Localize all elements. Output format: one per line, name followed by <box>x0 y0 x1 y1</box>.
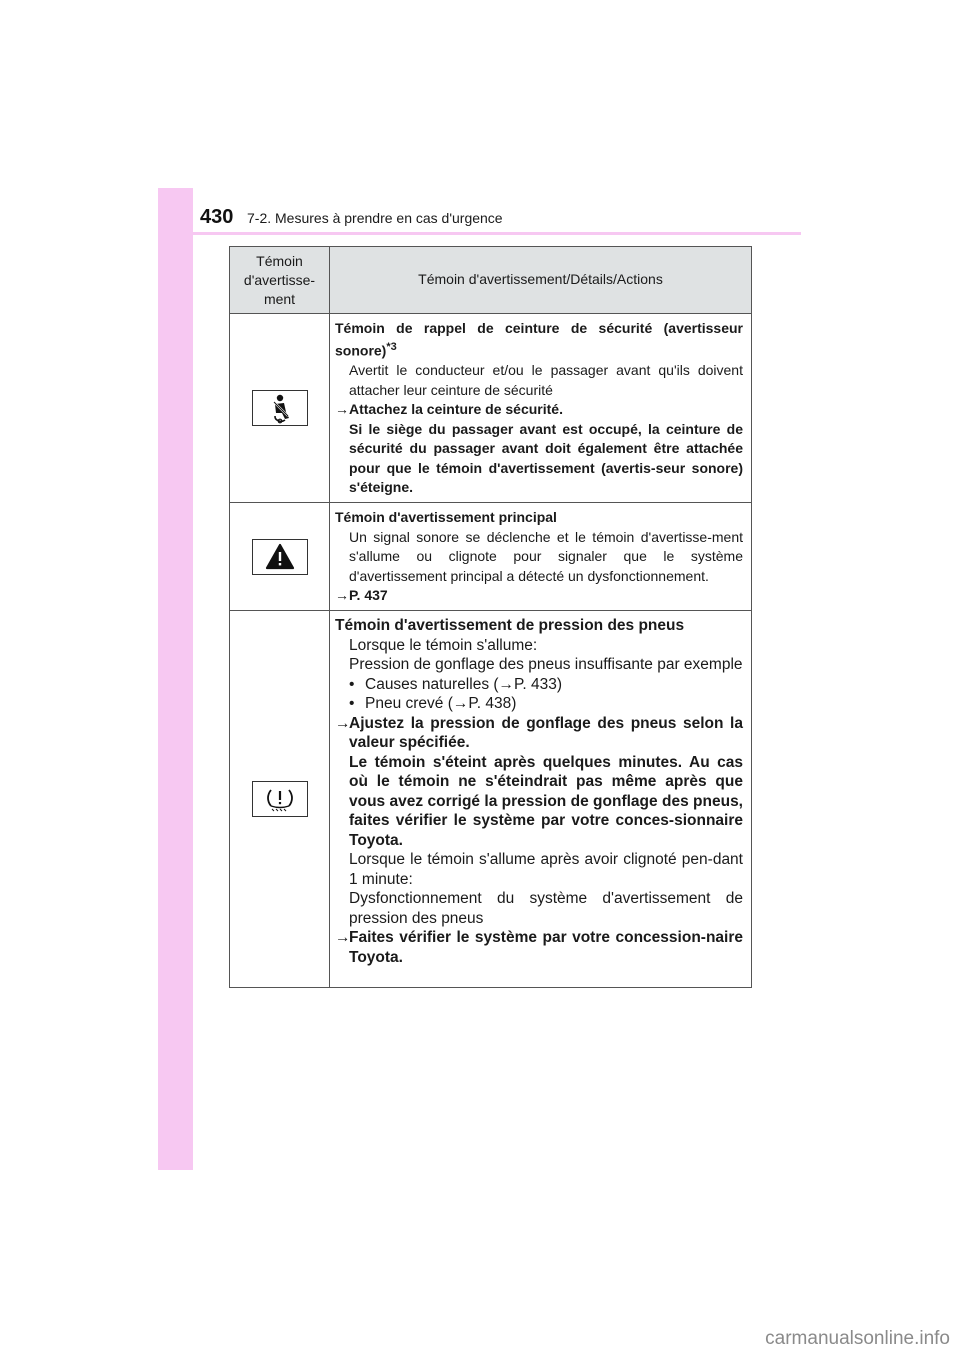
arrow-icon: → <box>335 714 351 732</box>
condition-text: Dysfonctionnement du système d'avertissement de pression des pneus <box>349 890 743 927</box>
side-tab-band <box>158 188 193 1170</box>
section-title: 7-2. Mesures à prendre en cas d'urgence <box>247 210 503 226</box>
table-row <box>230 314 752 503</box>
condition-label: Lorsque le témoin s'allume après avoir clignoté pen-dant 1 minute: <box>349 851 743 888</box>
row-action-detail: Si le siège du passager avant est occupé, la ceinture de sécurité du passager avant doit également être attachée pour que le témoin d'avertissement (avertis-seur sonore) s'éteigne. <box>349 420 743 495</box>
row-action-text: Ajustez la pression de gonflage des pneus selon la valeur spécifiée. <box>349 714 743 752</box>
col-header-icon-line: Témoin <box>256 252 303 269</box>
arrow-icon: → <box>335 401 349 418</box>
warning-triangle-icon <box>252 539 308 575</box>
col-header-icon <box>230 247 330 314</box>
page-number: 430 <box>200 206 234 228</box>
bullet-icon: • <box>349 695 355 713</box>
row-action <box>335 928 743 967</box>
row-action-detail: Le témoin s'éteint après quelques minutes. Au cas où le témoin ne s'éteindrait pas même après que vous avez corrigé la pression de gonflage des pneus, faites vérifier le système par votre conces-sionnaire Toyota. <box>349 753 743 849</box>
warning-light-table <box>229 246 752 988</box>
page-reference-link[interactable]: P. 437 <box>349 586 388 603</box>
icon-cell <box>230 611 330 988</box>
watermark: carmanualsonline.info <box>765 1328 950 1349</box>
detail-cell <box>330 503 752 611</box>
table-row <box>230 611 752 988</box>
col-header-icon-line: d'avertisse- <box>243 271 316 288</box>
row-action <box>335 400 743 419</box>
detail-cell <box>330 611 752 988</box>
list-item <box>335 694 743 714</box>
row-title-text: Témoin de rappel de ceinture de sécurité (avertisseur sonore) <box>335 320 743 360</box>
tire-pressure-icon <box>252 781 308 817</box>
header-rule <box>158 232 801 235</box>
row-action <box>335 714 743 753</box>
row-description: Avertit le conducteur et/ou le passager avant qu'ils doivent attacher leur ceinture de sécurité <box>349 362 743 398</box>
list-item-text: Causes naturelles (→P. 433) <box>365 675 563 693</box>
row-title <box>335 319 743 361</box>
list-item <box>335 675 743 695</box>
table-header-row <box>230 247 752 314</box>
row-action[interactable] <box>335 586 743 605</box>
arrow-icon: → <box>335 929 351 947</box>
list-item-text: Pneu crevé (→P. 438) <box>365 695 517 713</box>
seatbelt-icon <box>252 390 308 426</box>
table-row <box>230 503 752 611</box>
condition-label: Lorsque le témoin s'allume: <box>349 636 538 654</box>
row-title: Témoin d'avertissement principal <box>335 509 557 526</box>
footnote-ref: *3 <box>386 341 397 354</box>
arrow-icon: → <box>335 586 349 603</box>
row-title: Témoin d'avertissement de pression des pneus <box>335 617 685 635</box>
row-action-text: Attachez la ceinture de sécurité. <box>349 401 563 418</box>
row-description: Un signal sonore se déclenche et le témoin d'avertisse-ment s'allume ou clignote pour signaler que le système d'avertissement principal a détecté un dysfonctionnement. <box>349 528 743 584</box>
icon-cell <box>230 503 330 611</box>
bullet-icon: • <box>349 675 355 693</box>
detail-cell <box>330 314 752 503</box>
col-header-detail: Témoin d'avertissement/Détails/Actions <box>330 247 752 314</box>
condition-text: Pression de gonflage des pneus insuffisante par exemple <box>349 656 743 674</box>
col-header-icon-line: ment <box>263 290 296 307</box>
row-action-text: Faites vérifier le système par votre concession-naire Toyota. <box>349 929 743 966</box>
icon-cell <box>230 314 330 503</box>
